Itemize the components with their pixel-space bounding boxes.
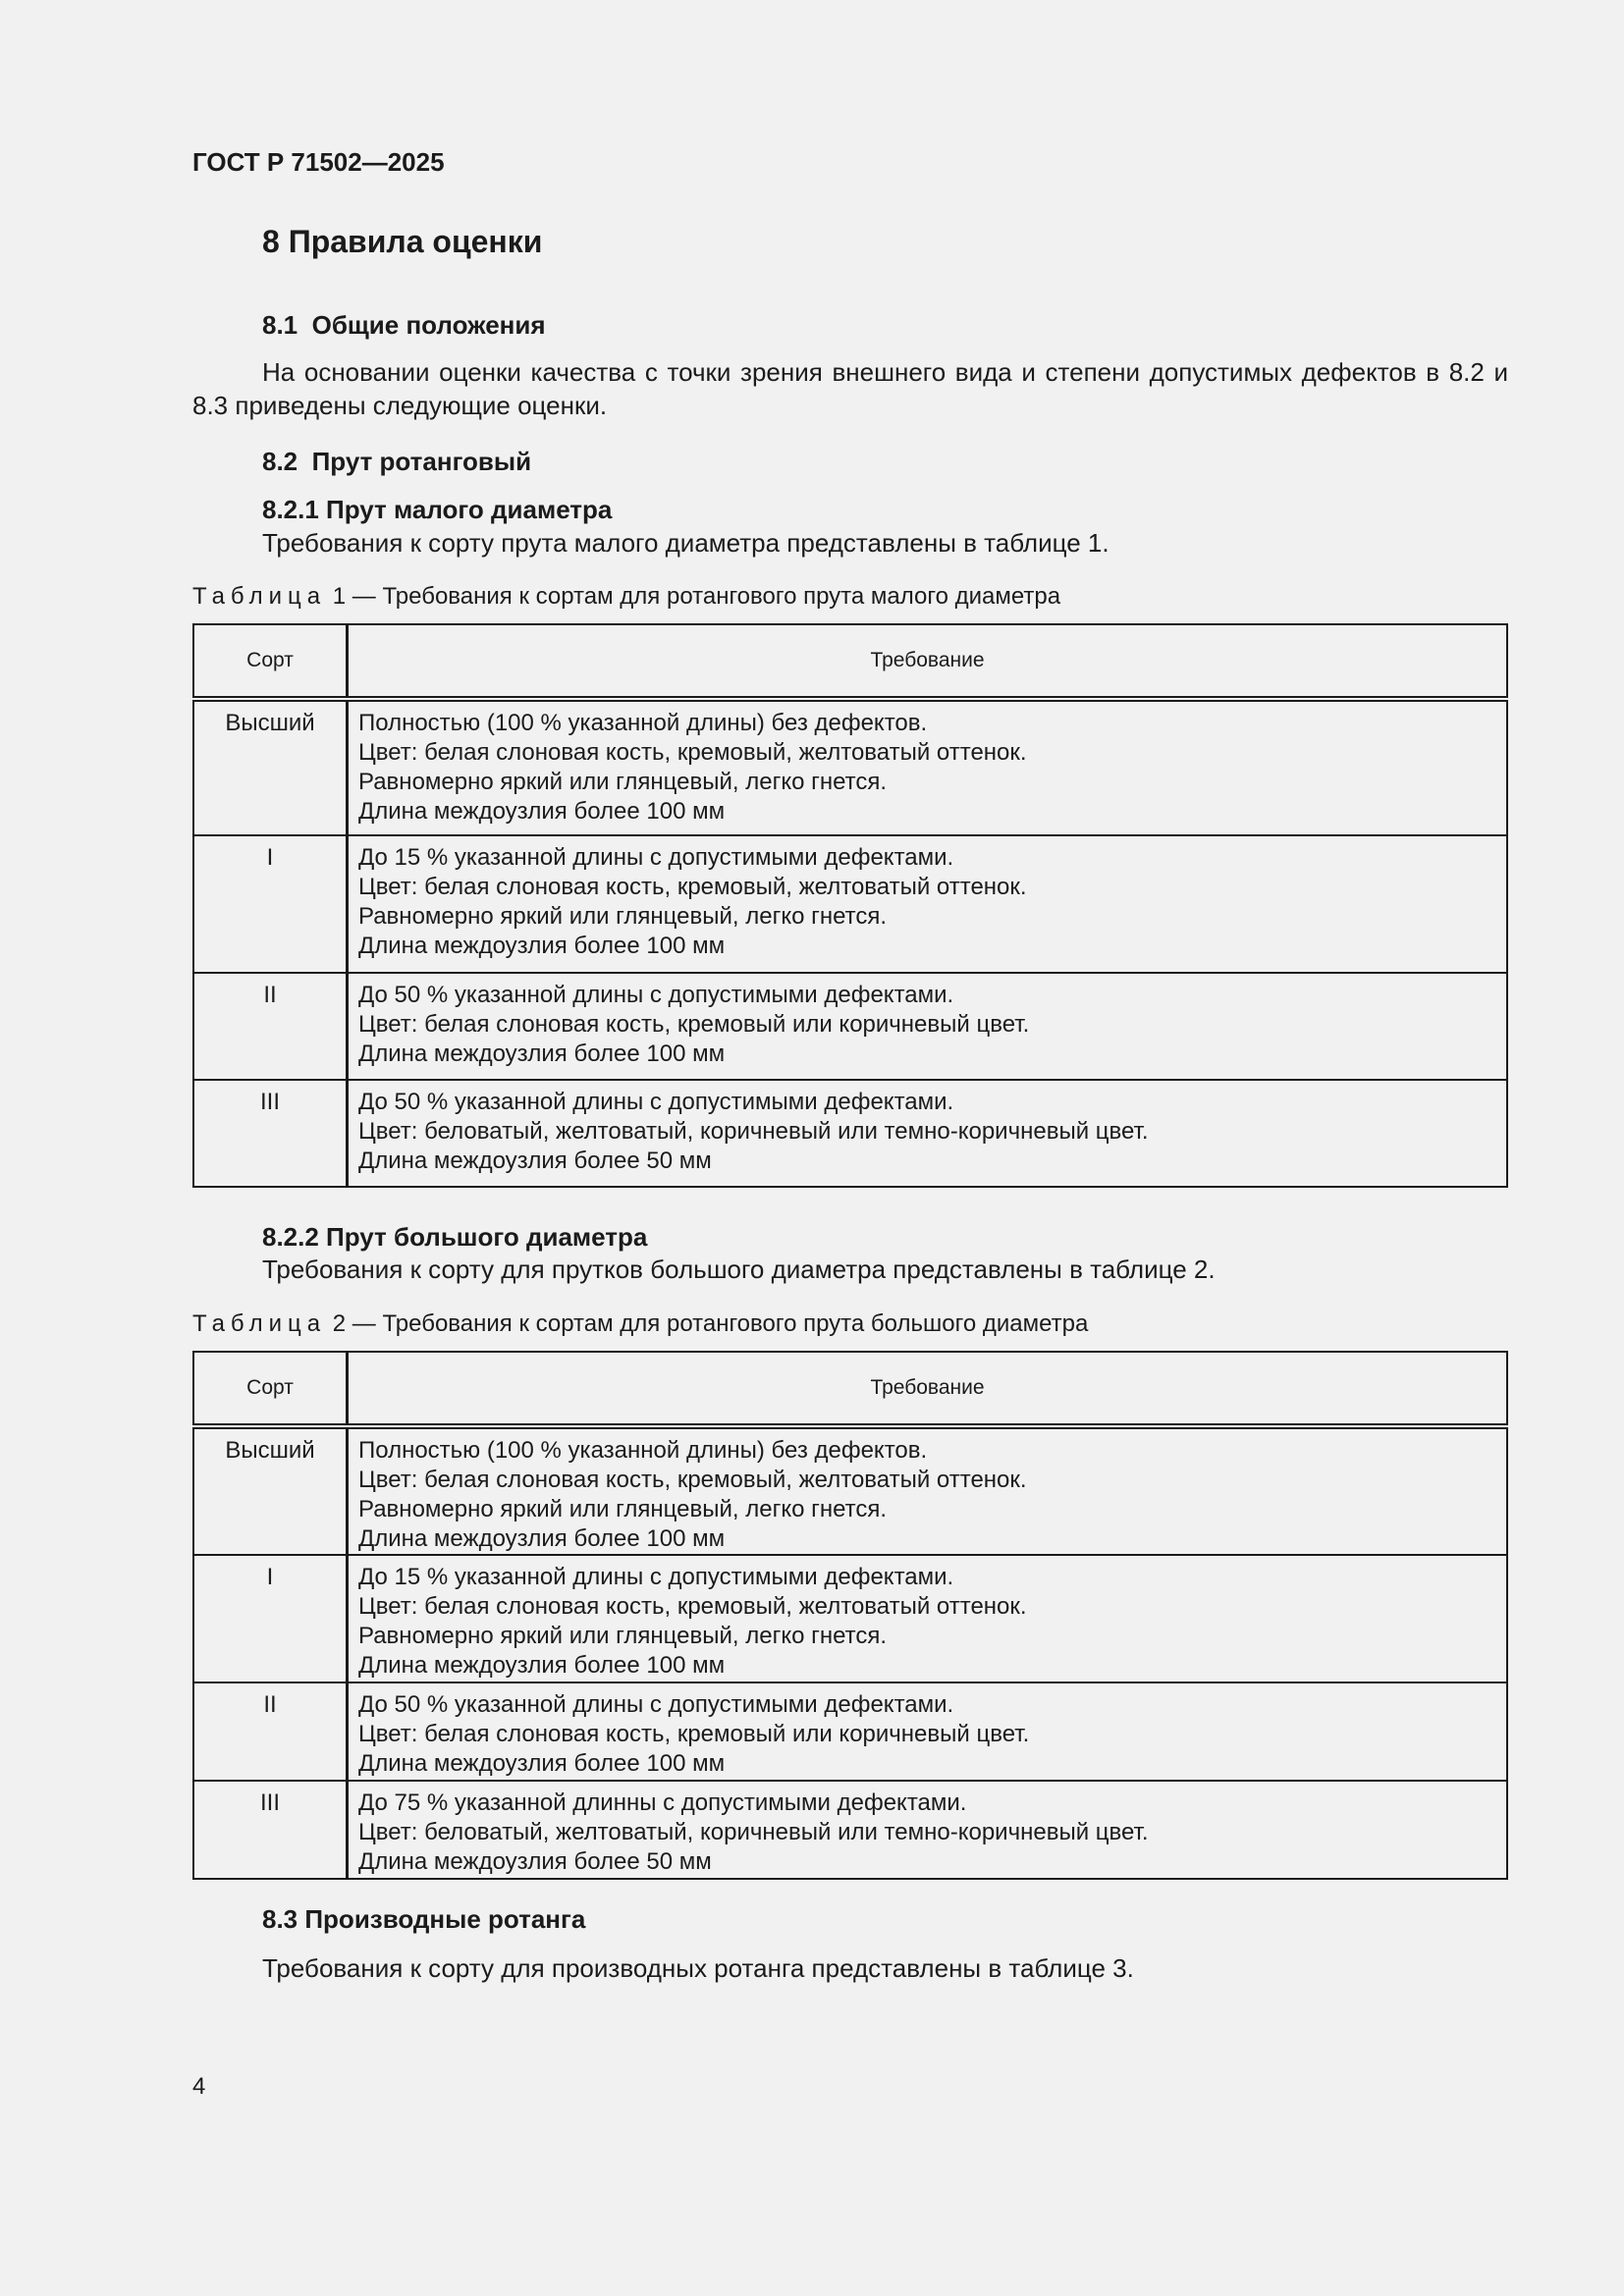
- requirement-line: Цвет: беловатый, желтоватый, коричневый или темно-коричневый цвет.: [358, 1819, 1149, 1845]
- requirement-line: Полностью (100 % указанной длины) без дефектов.: [358, 1437, 928, 1464]
- requirement-line: Длина междоузлия более 50 мм: [358, 1148, 712, 1174]
- requirement-line: До 15 % указанной длины с допустимыми дефектами.: [358, 844, 954, 871]
- table1-cell-requirement: [348, 835, 1508, 973]
- table2-caption: [192, 1310, 1088, 1338]
- table1-cell-sort: Высший: [193, 699, 348, 835]
- table2: [192, 1351, 1508, 1880]
- table-row: [193, 699, 1507, 835]
- requirement-line: Равномерно яркий или глянцевый, легко гнется.: [358, 1623, 888, 1649]
- table-row: [193, 973, 1507, 1080]
- requirement-line: Цвет: белая слоновая кость, кремовый, желтоватый оттенок.: [358, 874, 1027, 900]
- table2-cell-requirement: [348, 1426, 1508, 1555]
- requirement-line: До 50 % указанной длины с допустимыми дефектами.: [358, 1691, 954, 1718]
- requirement-line: Длина междоузлия более 100 мм: [358, 1525, 726, 1552]
- heading-8-2-1: 8.2.1 Прут малого диаметра: [262, 495, 613, 524]
- document-code: ГОСТ Р 71502—2025: [192, 147, 445, 177]
- requirement-line: Длина междоузлия более 100 мм: [358, 1652, 726, 1679]
- requirement-line: Равномерно яркий или глянцевый, легко гнется.: [358, 903, 888, 930]
- table2-caption-text: 2 — Требования к сортам для ротангового прута большого диаметра: [332, 1310, 1089, 1337]
- requirement-line: Цвет: белая слоновая кость, кремовый или коричневый цвет.: [358, 1721, 1030, 1747]
- requirement-line: Полностью (100 % указанной длины) без дефектов.: [358, 710, 928, 736]
- requirement-line: До 75 % указанной длинны с допустимыми дефектами.: [358, 1789, 967, 1816]
- table1-header-requirement: Требование: [348, 624, 1508, 699]
- requirement-line: До 50 % указанной длины с допустимыми дефектами.: [358, 982, 954, 1008]
- requirement-line: До 50 % указанной длины с допустимыми дефектами.: [358, 1089, 954, 1115]
- table1-cell-requirement: [348, 1080, 1508, 1187]
- table-row: [193, 1781, 1507, 1879]
- requirement-line: Длина междоузлия более 100 мм: [358, 933, 726, 959]
- table-row: [193, 835, 1507, 973]
- paragraph-8-2-1: Требования к сорту прута малого диаметра представлены в таблице 1.: [262, 528, 1110, 558]
- heading-8-2-2: 8.2.2 Прут большого диаметра: [262, 1222, 648, 1252]
- requirement-line: Равномерно яркий или глянцевый, легко гнется.: [358, 1496, 888, 1522]
- table2-caption-word: Таблица: [192, 1310, 327, 1337]
- table-row: [193, 1080, 1507, 1187]
- heading-8-3: 8.3 Производные ротанга: [262, 1904, 586, 1934]
- requirement-line: Длина междоузлия более 100 мм: [358, 798, 726, 825]
- table1-header-sort: Сорт: [193, 624, 348, 699]
- table2-header-row: [193, 1352, 1507, 1426]
- table1-cell-sort: II: [193, 973, 348, 1080]
- requirement-line: Цвет: белая слоновая кость, кремовый или коричневый цвет.: [358, 1011, 1030, 1038]
- table1-cell-requirement: [348, 973, 1508, 1080]
- table2-cell-requirement: [348, 1555, 1508, 1682]
- table-row: [193, 1555, 1507, 1682]
- requirement-line: Цвет: белая слоновая кость, кремовый, желтоватый оттенок.: [358, 1467, 1027, 1493]
- table1-caption: [192, 583, 1060, 611]
- table1-cell-sort: III: [193, 1080, 348, 1187]
- heading-8-2: 8.2 Прут ротанговый: [262, 447, 532, 476]
- page-number: 4: [192, 2073, 206, 2100]
- table1-cell-sort: I: [193, 835, 348, 973]
- requirement-line: Длина междоузлия более 50 мм: [358, 1848, 712, 1875]
- table1-caption-word: Таблица: [192, 583, 327, 610]
- table1-cell-requirement: [348, 699, 1508, 835]
- table2-cell-sort: III: [193, 1781, 348, 1879]
- table-row: [193, 1426, 1507, 1555]
- paragraph-8-2-2: Требования к сорту для прутков большого диаметра представлены в таблице 2.: [262, 1255, 1216, 1284]
- section-title: 8 Правила оценки: [262, 224, 543, 259]
- table2-header-sort: Сорт: [193, 1352, 348, 1426]
- table2-header-requirement: Требование: [348, 1352, 1508, 1426]
- requirement-line: Равномерно яркий или глянцевый, легко гнется.: [358, 769, 888, 795]
- table1-caption-text: 1 — Требования к сортам для ротангового прута малого диаметра: [332, 583, 1061, 610]
- requirement-line: Цвет: белая слоновая кость, кремовый, желтоватый оттенок.: [358, 1593, 1027, 1620]
- requirement-line: Длина междоузлия более 100 мм: [358, 1750, 726, 1777]
- table2-cell-requirement: [348, 1781, 1508, 1879]
- requirement-line: До 15 % указанной длины с допустимыми дефектами.: [358, 1564, 954, 1590]
- table2-cell-sort: II: [193, 1682, 348, 1781]
- table1: [192, 623, 1508, 1188]
- paragraph-8-1: На основании оценки качества с точки зрения внешнего вида и степени допустимых дефектов в 8.2 и 8.3 приведены следующие оценки.: [192, 357, 1508, 420]
- table2-cell-sort: I: [193, 1555, 348, 1682]
- requirement-line: Цвет: беловатый, желтоватый, коричневый или темно-коричневый цвет.: [358, 1118, 1149, 1145]
- heading-8-1: 8.1 Общие положения: [262, 310, 546, 340]
- requirement-line: Длина междоузлия более 100 мм: [358, 1041, 726, 1067]
- paragraph-8-3: Требования к сорту для производных ротанга представлены в таблице 3.: [262, 1953, 1134, 1983]
- table2-cell-sort: Высший: [193, 1426, 348, 1555]
- requirement-line: Цвет: белая слоновая кость, кремовый, желтоватый оттенок.: [358, 739, 1027, 766]
- table-row: [193, 1682, 1507, 1781]
- table2-cell-requirement: [348, 1682, 1508, 1781]
- table1-header-row: [193, 624, 1507, 699]
